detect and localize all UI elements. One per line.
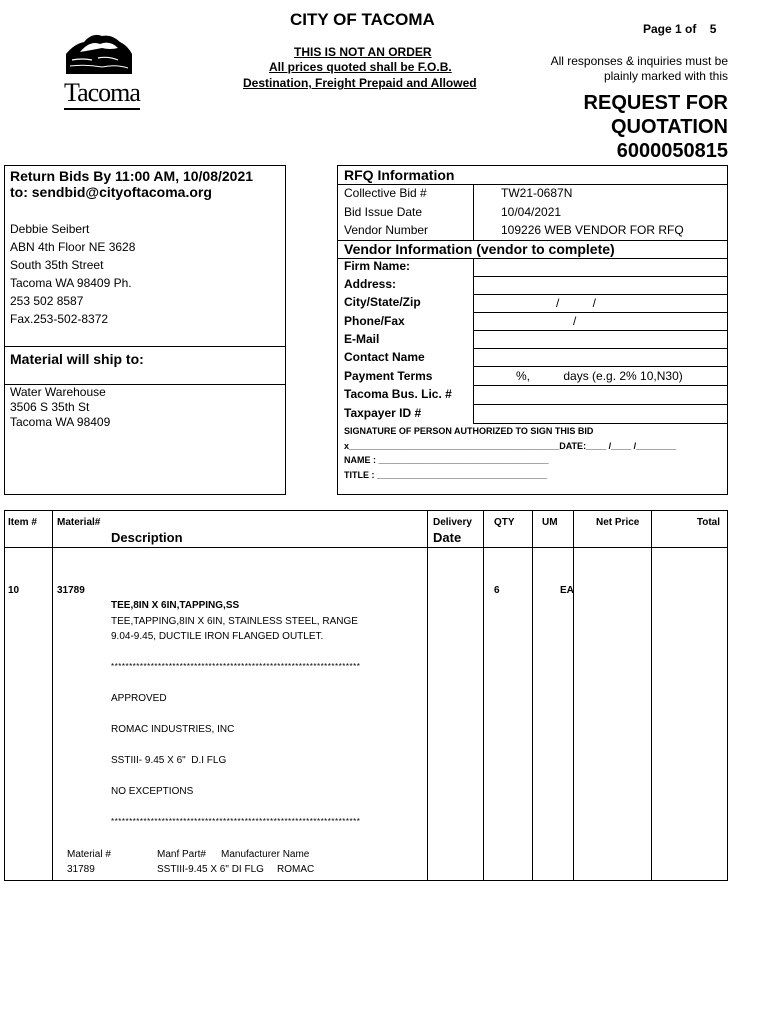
- mat-header-material: Material #: [67, 849, 111, 860]
- ship-to-address: [10, 385, 110, 430]
- ship-line: Tacoma WA 98409: [10, 415, 111, 429]
- col-header-item: Item #: [8, 517, 37, 528]
- return-bids-deadline: Return Bids By 11:00 AM, 10/08/2021: [10, 168, 254, 184]
- contact-line: 253 502 8587: [10, 294, 84, 308]
- vendor-field-label: Address:: [344, 277, 397, 291]
- mat-value-part: SSTIII-9.45 X 6" DI FLG: [157, 864, 264, 875]
- buyer-contact: [10, 220, 135, 328]
- rfq-row-value: 10/04/2021: [501, 205, 562, 219]
- rfq-row-label: Collective Bid #: [344, 186, 427, 200]
- mat-value-name: ROMAC: [277, 864, 315, 875]
- vendor-field-label: Tacoma Bus. Lic. #: [344, 387, 452, 401]
- city-state-zip-field[interactable]: [473, 294, 728, 313]
- signature-line[interactable]: x__________________________________________DATE:____ /____ /________: [344, 441, 677, 451]
- contact-name-field[interactable]: [473, 348, 728, 367]
- business-license-field[interactable]: [473, 385, 728, 405]
- page-total: 5: [709, 22, 717, 36]
- contact-line: Fax.253-502-8372: [10, 312, 109, 326]
- mat-header-part: Manf Part#: [157, 849, 206, 860]
- rfq-number: 6000050815: [616, 140, 728, 162]
- mat-header-name: Manufacturer Name: [221, 849, 310, 860]
- page-prefix: Page 1 of: [643, 22, 697, 36]
- payment-terms-hint: %, days (e.g. 2% 10,N30): [516, 369, 683, 383]
- col-header-net-price: Net Price: [596, 517, 640, 528]
- rfq-info-title: RFQ Information: [344, 167, 455, 183]
- city-state-zip-separators: / /: [556, 296, 597, 310]
- row-qty: 6: [494, 585, 500, 596]
- fob-line-1: All prices quoted shall be F.O.B.: [269, 60, 452, 74]
- page-indicator: [643, 22, 716, 36]
- name-line[interactable]: NAME : __________________________________: [344, 455, 549, 465]
- contact-line: Tacoma WA 98409 Ph.: [10, 276, 132, 290]
- row-approved: APPROVED: [111, 693, 167, 704]
- not-order-notice: THIS IS NOT AN ORDER: [294, 45, 432, 59]
- row-item-number: 10: [8, 585, 20, 596]
- contact-line: ABN 4th Floor NE 3628: [10, 240, 136, 254]
- return-bids-email: to: sendbid@cityoftacoma.org: [10, 184, 212, 200]
- vendor-info-title: Vendor Information (vendor to complete): [344, 241, 615, 257]
- row-exceptions: NO EXCEPTIONS: [111, 786, 194, 797]
- logo-text: Tacoma: [64, 78, 140, 110]
- row-part: SSTIII- 9.45 X 6" D.I FLG: [111, 755, 227, 766]
- rfq-row-value: 109226 WEB VENDOR FOR RFQ: [501, 223, 684, 237]
- vendor-field-label: City/State/Zip: [344, 295, 421, 309]
- contact-line: Debbie Seibert: [10, 222, 90, 236]
- title-line[interactable]: TITLE : __________________________________: [344, 470, 548, 480]
- rfq-row-value: TW21-0687N: [501, 186, 573, 200]
- row-separator-stars: *********************************************************************: [111, 817, 361, 826]
- firm-name-field[interactable]: [473, 258, 728, 277]
- city-title: CITY OF TACOMA: [290, 10, 435, 29]
- row-desc-line: 9.04-9.45, DUCTILE IRON FLANGED OUTLET.: [111, 631, 324, 642]
- ship-to-title: Material will ship to:: [10, 351, 144, 367]
- fob-line-2: Destination, Freight Prepaid and Allowed: [243, 76, 477, 90]
- phone-fax-field[interactable]: [473, 312, 728, 331]
- col-header-description: Description: [111, 530, 183, 545]
- mat-value-material: 31789: [67, 864, 95, 875]
- vendor-field-label: Contact Name: [344, 350, 425, 364]
- rfq-title-1: REQUEST FOR: [583, 92, 728, 114]
- rfq-title-2: QUOTATION: [610, 116, 728, 138]
- responses-line-2: plainly marked with this: [603, 69, 728, 83]
- row-desc-title: TEE,8IN X 6IN,TAPPING,SS: [111, 600, 240, 611]
- responses-line-1: All responses & inquiries must be: [550, 54, 728, 68]
- email-field[interactable]: [473, 330, 728, 349]
- city-logo: [62, 14, 140, 114]
- vendor-field-label: Payment Terms: [344, 369, 433, 383]
- row-desc-line: TEE,TAPPING,8IN X 6IN, STAINLESS STEEL, RANGE: [111, 616, 358, 627]
- rfq-row-label: Bid Issue Date: [344, 205, 423, 219]
- col-header-um: UM: [542, 517, 558, 528]
- row-manufacturer: ROMAC INDUSTRIES, INC: [111, 724, 235, 735]
- col-header-total: Total: [696, 517, 720, 528]
- signature-title: SIGNATURE OF PERSON AUTHORIZED TO SIGN THIS BID: [344, 426, 594, 436]
- ship-line: Water Warehouse: [10, 385, 106, 399]
- taxpayer-id-field[interactable]: [473, 404, 728, 424]
- ship-line: 3506 S 35th St: [10, 400, 90, 414]
- phone-fax-separator: /: [573, 314, 577, 328]
- vendor-field-label: Taxpayer ID #: [344, 406, 422, 420]
- vendor-field-label: Firm Name:: [344, 259, 411, 273]
- col-header-date: Date: [433, 530, 462, 545]
- address-field[interactable]: [473, 276, 728, 295]
- row-um: EA: [560, 585, 574, 596]
- col-header-qty: QTY: [494, 517, 515, 528]
- return-bids-box: [4, 165, 286, 495]
- rfq-row-label: Vendor Number: [344, 223, 429, 237]
- vendor-field-label: E-Mail: [344, 332, 380, 346]
- contact-line: South 35th Street: [10, 258, 104, 272]
- col-header-delivery: Delivery: [433, 517, 472, 528]
- row-separator-stars: *********************************************************************: [111, 662, 361, 671]
- col-header-material: Material#: [57, 517, 101, 528]
- row-material-number: 31789: [57, 585, 85, 596]
- vendor-field-label: Phone/Fax: [344, 314, 405, 328]
